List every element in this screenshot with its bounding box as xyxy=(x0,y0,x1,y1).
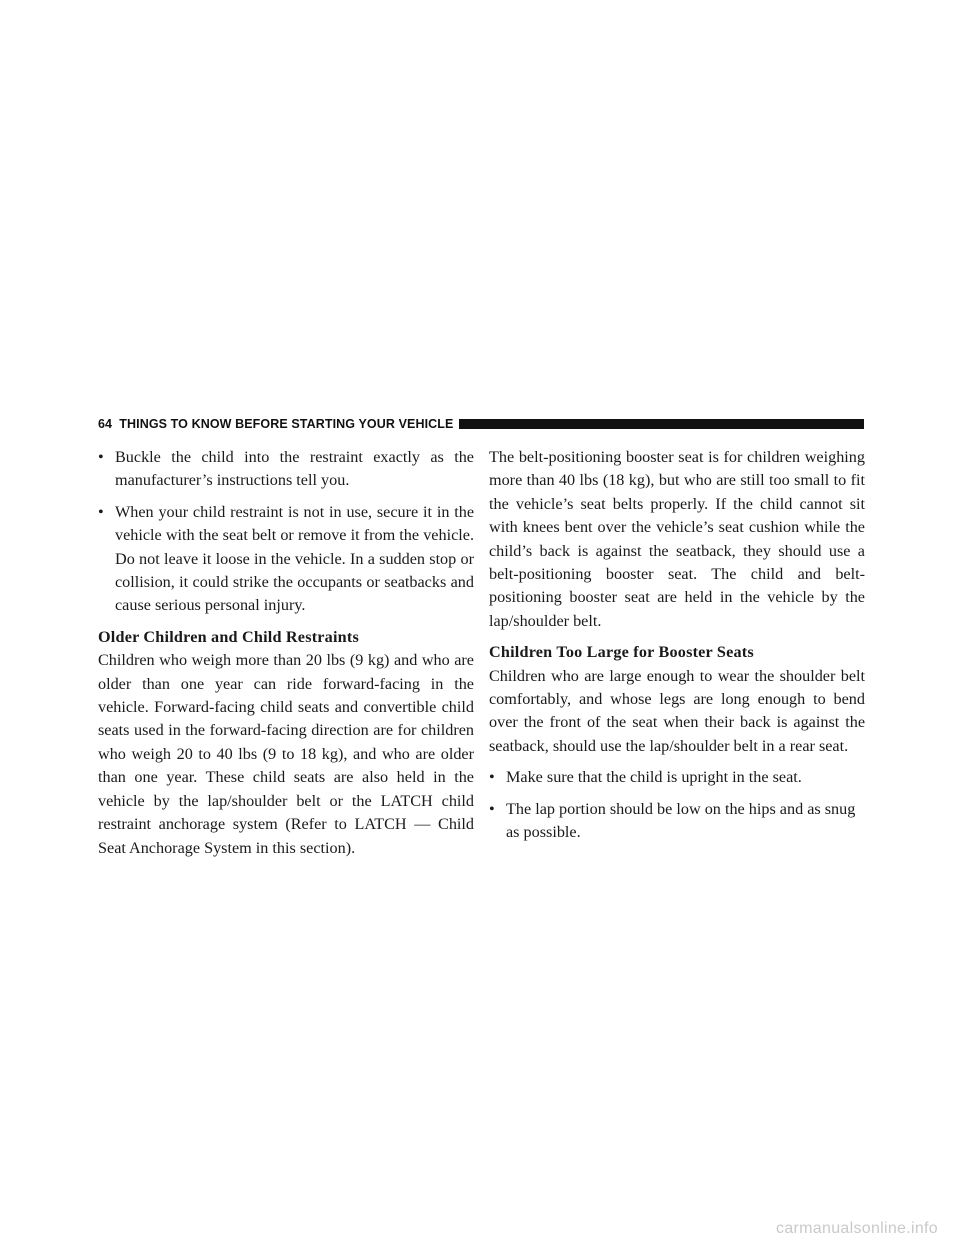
list-item xyxy=(98,446,474,493)
section-heading: Older Children and Child Restraints xyxy=(98,627,359,646)
bullet-icon: • xyxy=(489,799,495,818)
section-heading: Children Too Large for Booster Seats xyxy=(489,643,754,662)
header-rule xyxy=(459,419,864,429)
bullet-icon: • xyxy=(98,502,104,521)
list-item-text: When your child restraint is not in use, secure it in the vehicle with the seat belt or remove it from the vehicle. Do not leave it loose in the vehicle. In a sudden stop or collision, it could strike the occupants or seatbacks and cause serious personal injury. xyxy=(115,502,474,615)
list-item xyxy=(98,501,474,618)
body-paragraph: Children who are large enough to wear the shoulder belt comfortably, and whose legs are long enough to bend over the front of the seat when their back is against the seatback, should use the lap/shoulder belt in a rear seat. xyxy=(489,666,865,755)
header-text xyxy=(98,417,453,431)
watermark-link[interactable]: carmanualsonline.info xyxy=(776,1220,938,1237)
list-item-text: Buckle the child into the restraint exactly as the manufacturer’s instructions tell you. xyxy=(115,448,474,490)
page-header xyxy=(98,416,864,432)
section-title: THINGS TO KNOW BEFORE STARTING YOUR VEHICLE xyxy=(119,417,454,431)
list-item-text: The lap portion should be low on the hips and as snug as possible. xyxy=(506,799,856,842)
bullet-icon: • xyxy=(98,448,104,466)
list-item xyxy=(489,798,865,845)
list-item-text: Make sure that the child is upright in the seat. xyxy=(506,768,802,787)
body-paragraph: The belt-positioning booster seat is for children weighing more than 40 lbs (18 kg), but who are still too small to fit the vehicle’s seat belts properly. If the child cannot sit with knees bent over the vehicle’s seat cushion while the child’s back is against the seatback, they should use a belt-positioning booster seat. The child and belt-positioning booster seat are held in the vehicle by the lap/shoulder belt. xyxy=(489,448,865,630)
left-column xyxy=(98,446,474,860)
body-paragraph: Children who weigh more than 20 lbs (9 kg) and who are older than one year can ride forward-facing in the vehicle. Forward-facing child seats and convertible child seats used in the forward-facing direction are for children who weigh 20 to 40 lbs (9 to 18 kg), and who are older than one year. These child seats are also held in the vehicle by the lap/shoulder belt or the LATCH child restraint anchorage system (Refer to LATCH — Child Seat Anchorage System in this section). xyxy=(98,651,474,857)
bullet-icon: • xyxy=(489,768,495,787)
list-item xyxy=(489,766,865,789)
page-number: 64 xyxy=(98,417,113,431)
right-column xyxy=(489,446,865,853)
